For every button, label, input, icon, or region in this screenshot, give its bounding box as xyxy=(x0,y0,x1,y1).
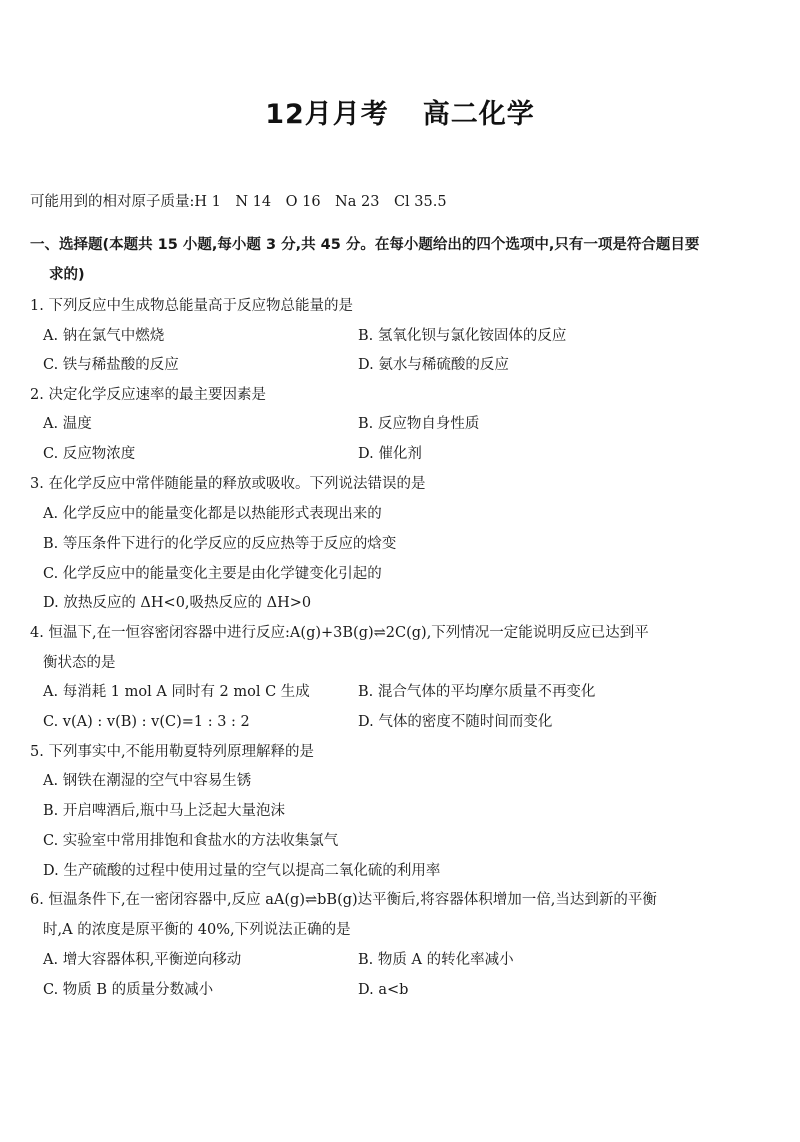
q5-option-d: D. 生产硫酸的过程中使用过量的空气以提高二氧化硫的利用率 xyxy=(43,863,441,879)
q2-option-c: C. 反应物浓度 xyxy=(43,446,136,462)
q3-option-d: D. 放热反应的 ΔH<0,吸热反应的 ΔH>0 xyxy=(43,595,312,611)
q5-option-a: A. 钢铁在潮湿的空气中容易生锈 xyxy=(43,773,252,789)
question-4-stem-cont: 衡状态的是 xyxy=(43,655,116,671)
q3-option-c: C. 化学反应中的能量变化主要是由化学键变化引起的 xyxy=(43,566,382,582)
q4-option-c: C. v(A) : v(B) : v(C)=1 : 3 : 2 xyxy=(43,714,250,730)
question-6-stem-cont: 时,A 的浓度是原平衡的 40%,下列说法正确的是 xyxy=(43,922,351,938)
title-subject: 高二化学 xyxy=(422,99,535,130)
section-heading: 一、选择题(本题共 15 小题,每小题 3 分,共 45 分。在每小题给出的四个选项中,只有一项是符合题目要 xyxy=(30,237,700,253)
q5-option-c: C. 实验室中常用排饱和食盐水的方法收集氯气 xyxy=(43,833,339,849)
question-1-stem: 1. 下列反应中生成物总能量高于反应物总能量的是 xyxy=(30,298,353,314)
q6-option-c: C. 物质 B 的质量分数减小 xyxy=(43,982,214,998)
q5-option-b: B. 开启啤酒后,瓶中马上泛起大量泡沫 xyxy=(43,803,285,819)
question-4-stem: 4. 恒温下,在一恒容密闭容器中进行反应:A(g)+3B(g)⇌2C(g),下列情况一定能说明反应已达到平 xyxy=(30,625,649,641)
question-3-stem: 3. 在化学反应中常伴随能量的释放或吸收。下列说法错误的是 xyxy=(30,476,426,492)
section-heading-cont: 求的) xyxy=(49,267,85,283)
q6-option-a: A. 增大容器体积,平衡逆向移动 xyxy=(43,952,242,968)
atomic-masses-line: 可能用到的相对原子质量:H 1 N 14 O 16 Na 23 Cl 35.5 xyxy=(30,194,447,210)
q1-option-d: D. 氨水与稀硫酸的反应 xyxy=(358,357,509,373)
q2-option-a: A. 温度 xyxy=(43,416,92,432)
q6-option-b: B. 物质 A 的转化率减小 xyxy=(358,952,514,968)
title-exam: 12月月考 xyxy=(265,99,389,130)
q2-option-b: B. 反应物自身性质 xyxy=(358,416,480,432)
q3-option-a: A. 化学反应中的能量变化都是以热能形式表现出来的 xyxy=(43,506,382,522)
q2-option-d: D. 催化剂 xyxy=(358,446,422,462)
question-5-stem: 5. 下列事实中,不能用勒夏特列原理解释的是 xyxy=(30,744,315,760)
q6-option-d: D. a<b xyxy=(358,982,409,998)
q4-option-b: B. 混合气体的平均摩尔质量不再变化 xyxy=(358,684,596,700)
question-6-stem: 6. 恒温条件下,在一密闭容器中,反应 aA(g)⇌bB(g)达平衡后,将容器体积增加一倍,当达到新的平衡 xyxy=(30,892,657,908)
q3-option-b: B. 等压条件下进行的化学反应的反应热等于反应的焓变 xyxy=(43,536,397,552)
q1-option-c: C. 铁与稀盐酸的反应 xyxy=(43,357,179,373)
q4-option-d: D. 气体的密度不随时间而变化 xyxy=(358,714,553,730)
q4-option-a: A. 每消耗 1 mol A 同时有 2 mol C 生成 xyxy=(43,684,310,700)
question-2-stem: 2. 决定化学反应速率的最主要因素是 xyxy=(30,387,266,403)
page-title xyxy=(0,92,800,131)
q1-option-b: B. 氢氧化钡与氯化铵固体的反应 xyxy=(358,328,567,344)
q1-option-a: A. 钠在氯气中燃烧 xyxy=(43,328,165,344)
